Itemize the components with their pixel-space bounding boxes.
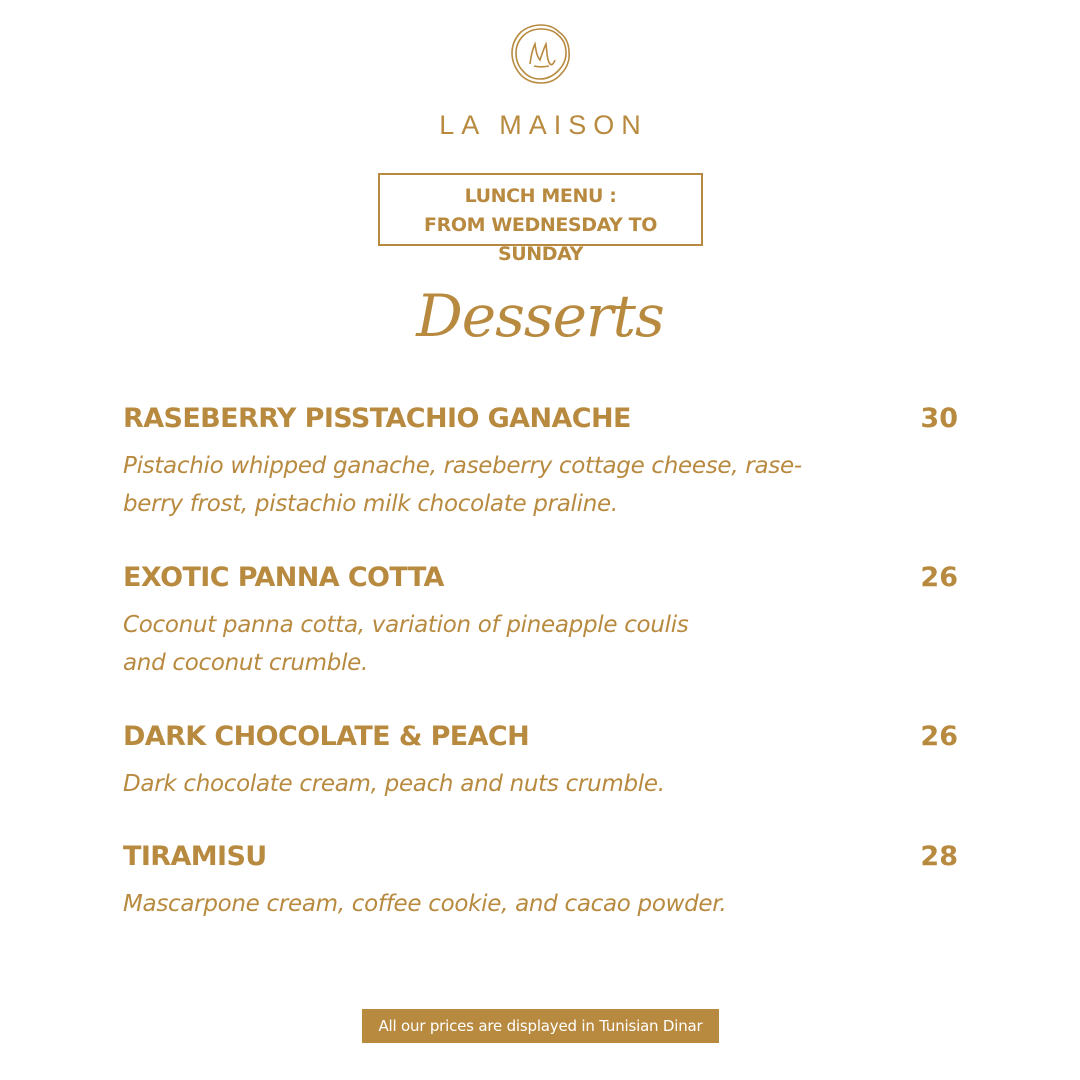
- m-monogram-seal-icon: [509, 22, 573, 86]
- menu-item-name: EXOTIC PANNA COTTA: [123, 562, 444, 593]
- menu-item-name: DARK CHOCOLATE & PEACH: [123, 721, 530, 752]
- description-line: Pistachio whipped ganache, raseberry cottage cheese, rase-: [123, 453, 802, 479]
- notice-line-1: LUNCH MENU :: [464, 185, 617, 207]
- menu-item-price: 26: [920, 562, 958, 593]
- notice-line-2: FROM WEDNESDAY TO SUNDAY: [424, 214, 657, 265]
- brand-name: LA MAISON: [439, 110, 648, 140]
- currency-note: All our prices are displayed in Tunisian Dinar: [362, 1009, 719, 1043]
- description-line: Coconut panna cotta, variation of pineapple coulis: [123, 612, 689, 638]
- menu-item-description: [123, 447, 843, 523]
- menu-item-description: [123, 606, 843, 682]
- menu-item-price: 30: [920, 403, 958, 434]
- description-line: Mascarpone cream, coffee cookie, and cacao powder.: [123, 891, 727, 917]
- lunch-schedule-notice: [378, 173, 703, 265]
- menu-item-price: 26: [920, 721, 958, 752]
- menu-item-description: [123, 765, 843, 803]
- description-line: berry frost, pistachio milk chocolate praline.: [123, 491, 618, 517]
- description-line: Dark chocolate cream, peach and nuts crumble.: [123, 771, 665, 797]
- menu-item-price: 28: [920, 841, 958, 872]
- menu-item-name: TIRAMISU: [123, 841, 267, 872]
- section-title: [0, 278, 1080, 358]
- menu-item-name: RASEBERRY PISSTACHIO GANACHE: [123, 403, 631, 434]
- description-line: and coconut crumble.: [123, 650, 369, 676]
- menu-item-description: [123, 885, 843, 923]
- section-title-text: Desserts: [416, 282, 664, 350]
